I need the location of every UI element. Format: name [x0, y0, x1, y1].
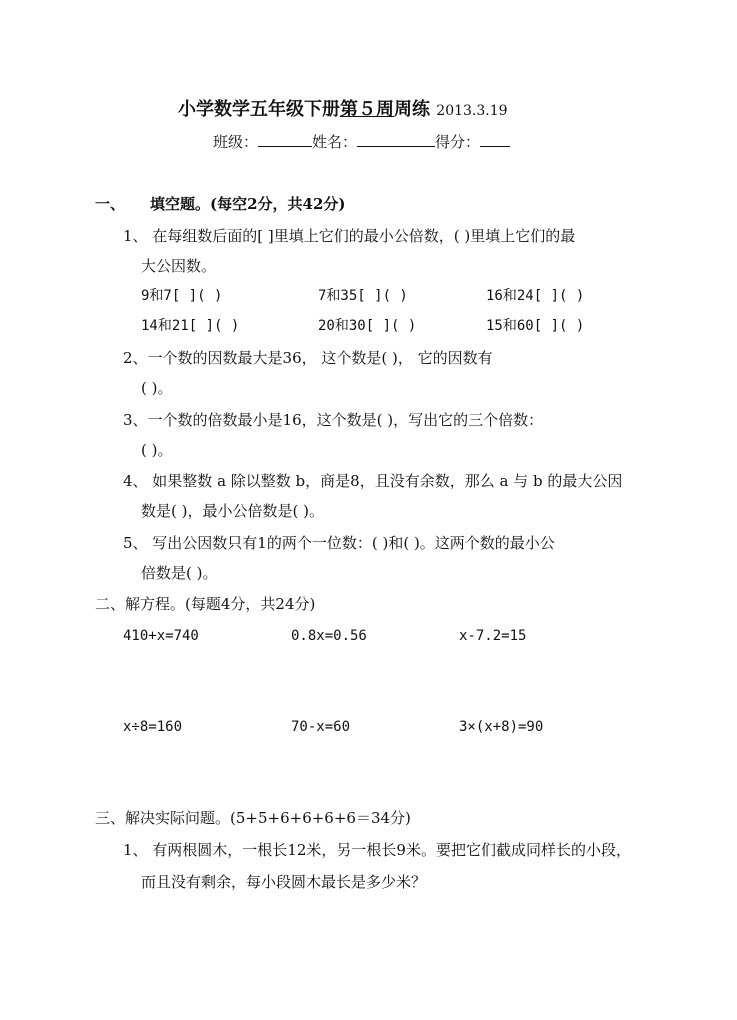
q4-line2: 数是( )，最小公倍数是( )。: [141, 502, 324, 520]
q3-line1: 3、一个数的倍数最小是16，这个数是( )，写出它的三个倍数：: [123, 411, 544, 429]
equation: 3×(x+8)=90: [459, 719, 544, 735]
q1-item: 15和60[ ]( ): [486, 318, 585, 334]
q1-line2: 大公因数。: [141, 257, 217, 275]
title-part-week: 第５周: [340, 99, 394, 120]
q4-line1: 4、 如果整数 a 除以整数 b，商是8，且没有余数，那么 a 与 b 的最大公因: [123, 472, 623, 490]
section1-title: 填空题。(每空2分，共42分): [150, 195, 346, 213]
score-blank[interactable]: [480, 132, 510, 147]
equation: x-7.2=15: [459, 628, 527, 644]
student-info-line: [213, 132, 510, 152]
q1-item: 14和21[ ]( ): [141, 318, 240, 334]
class-blank[interactable]: [258, 132, 312, 147]
s3-q1-line2: 而且没有剩余，每小段圆木最长是多少米？: [141, 873, 427, 891]
s3-q1-line1: 1、 有两根圆木，一根长12米，另一根长9米。要把它们截成同样长的小段，: [123, 841, 631, 859]
score-label: 得分：: [435, 133, 481, 151]
q5-line2: 倍数是( )。: [141, 564, 218, 582]
q5-line1: 5、 写出公因数只有1的两个一位数：( )和( )。这两个数的最小公: [123, 534, 555, 552]
title-date: 2013.3.19: [436, 103, 508, 119]
q3-line2: ( )。: [141, 441, 173, 459]
class-label: 班级：: [213, 133, 259, 151]
q1-item: 7和35[ ]( ): [318, 288, 408, 304]
section3-title: 三、解决实际问题。(5+5+6+6+6+6＝34分): [95, 809, 411, 827]
equation: 410+x=740: [123, 628, 199, 644]
name-label: 姓名：: [312, 133, 358, 151]
page-title: [178, 100, 508, 121]
q1-line1: 1、 在每组数后面的[ ]里填上它们的最小公倍数，( )里填上它们的最: [123, 227, 576, 245]
equation: x÷8=160: [123, 719, 183, 735]
q1-item: 9和7[ ]( ): [141, 288, 223, 304]
equation: 70-x=60: [291, 719, 351, 735]
q1-item: 16和24[ ]( ): [486, 288, 585, 304]
q2-line2: ( )。: [141, 379, 173, 397]
title-part-c: 周练: [394, 99, 430, 120]
q1-item: 20和30[ ]( ): [318, 318, 417, 334]
title-part-a: 小学数学五年级下册: [178, 99, 340, 120]
section2-title: 二、解方程。(每题4分，共24分): [95, 595, 316, 613]
name-blank[interactable]: [357, 132, 435, 147]
section1-number: 一、: [95, 195, 126, 213]
q2-line1: 2、一个数的因数最大是36， 这个数是( )， 它的因数有: [123, 349, 493, 367]
equation: 0.8x=0.56: [291, 628, 367, 644]
